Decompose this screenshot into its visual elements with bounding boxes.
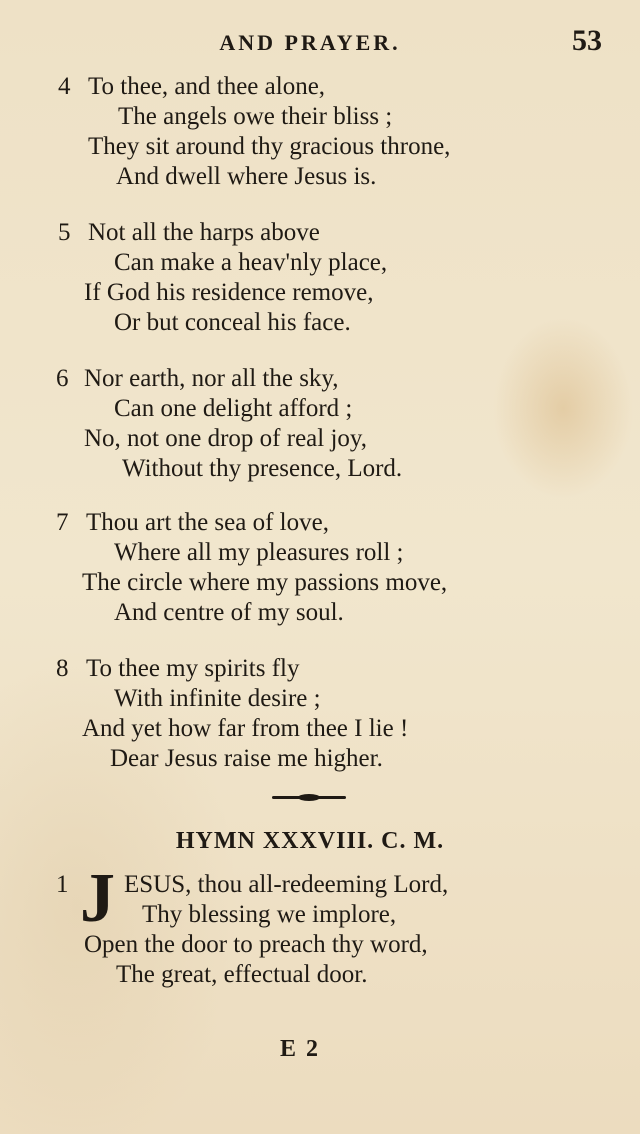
running-title: AND PRAYER. <box>219 30 401 55</box>
verse-line: And centre of my soul. <box>114 599 344 626</box>
verse-line: Thou art the sea of love, <box>86 509 329 536</box>
verse-line: And yet how far from thee I lie ! <box>82 715 409 742</box>
verse-line: Without thy presence, Lord. <box>122 455 403 482</box>
verse-line: To thee, and thee alone, <box>88 73 326 100</box>
verse-line: Open the door to preach thy word, <box>84 931 428 958</box>
verse-line: To thee my spirits fly <box>86 655 300 682</box>
drop-cap: J <box>80 860 115 937</box>
verse-line: And dwell where Jesus is. <box>116 163 377 190</box>
hymn-heading: HYMN XXXVIII. C. M. <box>175 828 445 854</box>
verse-line: Not all the harps above <box>88 219 320 246</box>
verse-line: Can make a heav'nly place, <box>114 249 388 276</box>
verse-line: Dear Jesus raise me higher. <box>110 745 383 772</box>
verse-line: Nor earth, nor all the sky, <box>84 365 339 392</box>
verse-number: 1 <box>56 871 69 898</box>
verse-line: The great, effectual door. <box>116 961 368 988</box>
verse-line: With infinite desire ; <box>114 685 321 712</box>
signature-mark: E 2 <box>279 1036 320 1062</box>
verse-number: 5 <box>58 219 71 246</box>
verse-number: 7 <box>56 509 69 536</box>
verse-line: They sit around thy gracious throne, <box>88 133 451 160</box>
verse-number: 6 <box>56 365 69 392</box>
verse-line: No, not one drop of real joy, <box>84 425 368 452</box>
verse-line: Thy blessing we implore, <box>142 901 397 928</box>
verse-line: If God his residence remove, <box>84 279 374 306</box>
verse-line: The angels owe their bliss ; <box>118 103 393 130</box>
verse-line: ESUS, thou all-redeeming Lord, <box>124 871 449 898</box>
verse-number: 8 <box>56 655 69 682</box>
ornamental-rule <box>272 796 346 799</box>
verse-line: Or but conceal his face. <box>114 309 351 336</box>
verse-line: Can one delight afford ; <box>114 395 353 422</box>
page-number: 53 <box>572 24 602 57</box>
verse-number: 4 <box>58 73 71 100</box>
verse-line: Where all my pleasures roll ; <box>114 539 404 566</box>
verse-line: The circle where my passions move, <box>82 569 448 596</box>
